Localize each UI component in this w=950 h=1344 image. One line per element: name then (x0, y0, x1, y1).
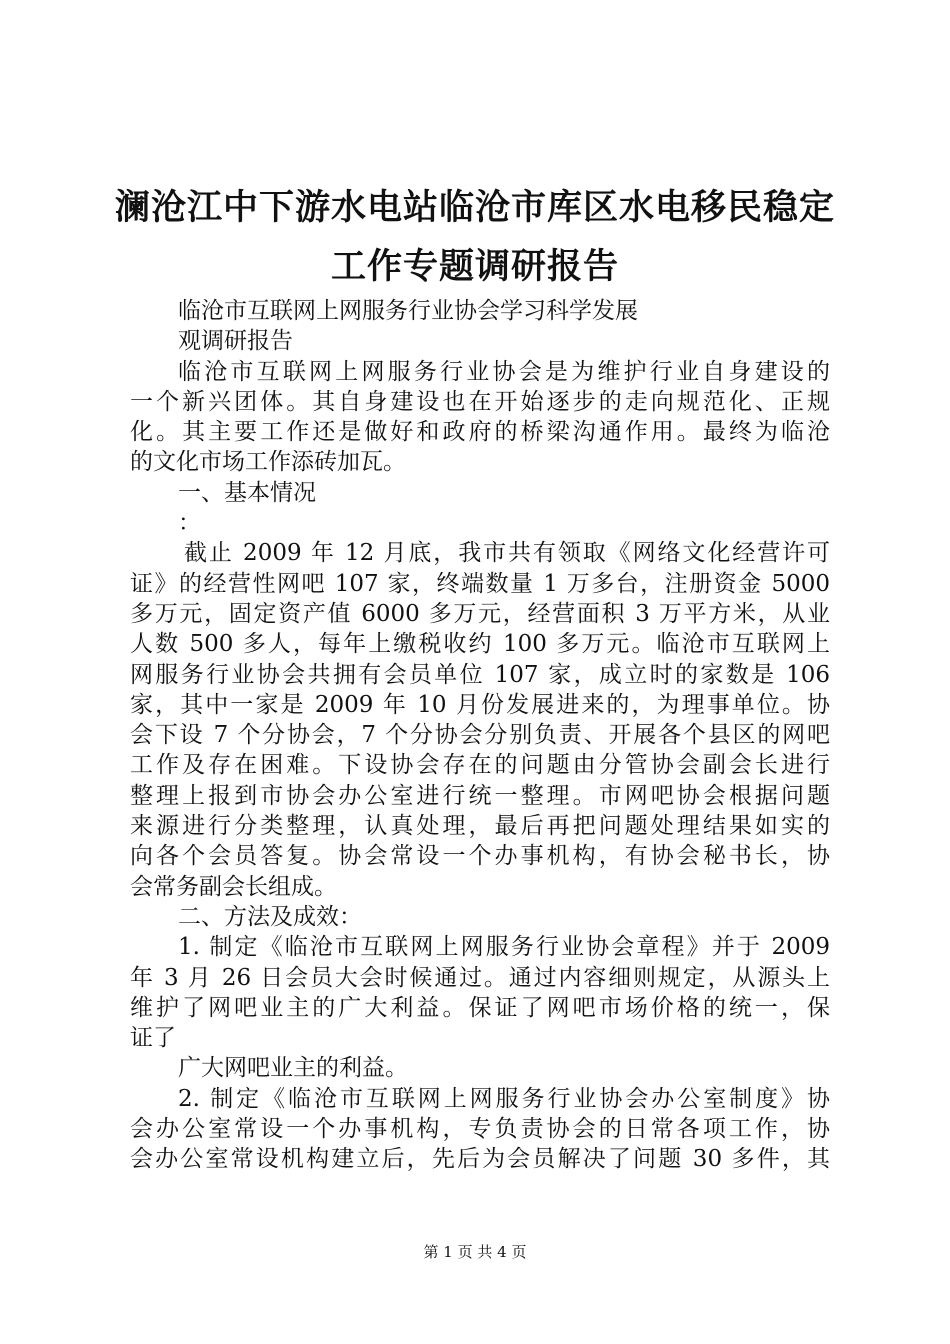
body-line: 临沧市互联网上网服务行业协会学习科学发展 (178, 298, 638, 324)
body-line: 临沧市互联网上网服务行业协会是为维护行业自身建设的 (178, 358, 830, 385)
body-line: 1. 制定《临沧市互联网上网服务行业协会章程》并于 2009 (178, 934, 830, 961)
body-line: 来源进行分类整理，认真处理，最后再把问题处理结果如实的 (130, 813, 830, 840)
section-heading: 二、方法及成效： (178, 903, 362, 930)
body-line: 一个新兴团体。其自身建设也在开始逐步的走向规范化、正规 (130, 388, 830, 415)
body-line: 人数 500 多人，每年上缴税收约 100 多万元。临沧市互联网上 (130, 631, 830, 658)
body-line: 年 3 月 26 日会员大会时候通过。通过内容细则规定，从源头上 (130, 964, 830, 991)
body-line: 多万元，固定资产值 6000 多万元，经营面积 3 万平方米，从业 (130, 600, 830, 627)
document-title-line-2: 工作专题调研报告 (330, 247, 619, 287)
body-line: 化。其主要工作还是做好和政府的桥梁沟通作用。最终为临沧 (130, 419, 830, 446)
section-heading: 一、基本情况 (178, 479, 316, 506)
body-line: 观调研报告 (178, 328, 293, 355)
body-line: 会办公室常设一个办事机构，专负责协会的日常各项工作，协 (130, 1116, 830, 1143)
body-line: ： (178, 510, 201, 537)
body-line: 向各个会员答复。协会常设一个办事机构，有协会秘书长，协 (130, 843, 830, 870)
body-line: 证了 (130, 1025, 176, 1052)
page-number-footer: 第 1 页 共 4 页 (423, 1243, 527, 1261)
body-line: 截止 2009 年 12 月底，我市共有领取《网络文化经营许可 (184, 540, 830, 567)
body-line: 网服务行业协会共拥有会员单位 107 家，成立时的家数是 106 (130, 661, 830, 688)
body-line: 广大网吧业主的利益。 (178, 1055, 408, 1082)
body-line: 整理上报到市协会办公室进行统一整理。市网吧协会根据问题 (130, 782, 830, 809)
body-line: 证》的经营性网吧 107 家，终端数量 1 万多台，注册资金 5000 (130, 570, 830, 597)
body-line: 会下设 7 个分协会，7 个分协会分别负责、开展各个县区的网吧 (130, 722, 830, 749)
body-line: 家，其中一家是 2009 年 10 月份发展进来的，为理事单位。协 (130, 691, 830, 718)
body-line: 的文化市场工作添砖加瓦。 (130, 449, 406, 476)
document-body (130, 296, 830, 1175)
body-line: 会常务副会长组成。 (130, 873, 337, 900)
document-title-line-1: 澜沧江中下游水电站临沧市库区水电移民稳定 (114, 188, 835, 228)
body-line: 工作及存在困难。下设协会存在的问题由分管协会副会长进行 (130, 752, 830, 779)
body-line: 会办公室常设机构建立后，先后为会员解决了问题 30 多件，其 (130, 1146, 830, 1173)
body-line: 维护了网吧业主的广大利益。保证了网吧市场价格的统一，保 (130, 994, 830, 1021)
body-line: 2. 制定《临沧市互联网上网服务行业协会办公室制度》协 (178, 1085, 830, 1112)
